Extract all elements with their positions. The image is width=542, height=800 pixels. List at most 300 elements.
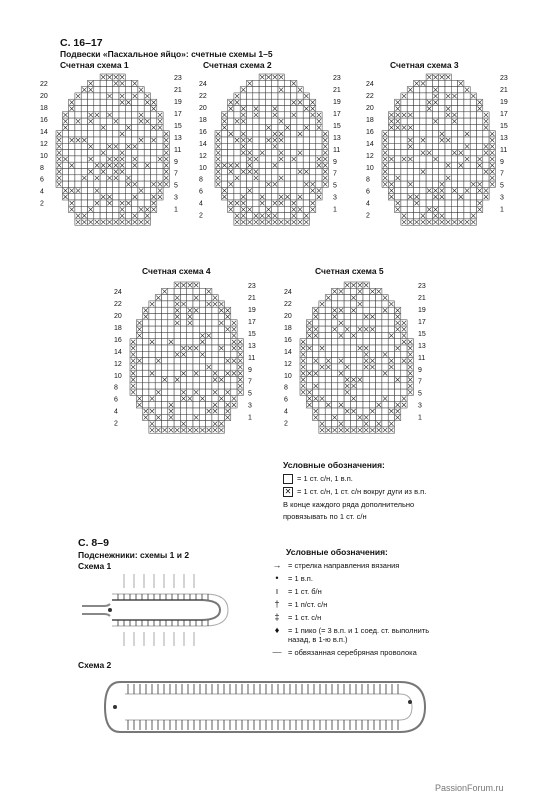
- grid-cell: [310, 143, 316, 149]
- grid-cell: [332, 358, 338, 364]
- grid-cell: [94, 106, 100, 112]
- grid-cell: [144, 112, 150, 118]
- grid-cell: [168, 395, 174, 401]
- grid-cell: [119, 106, 125, 112]
- grid-cell: [382, 414, 388, 420]
- grid-cell: [174, 345, 180, 351]
- grid-cell: [187, 421, 193, 427]
- grid-cell: [94, 169, 100, 175]
- grid-cell: [272, 80, 278, 86]
- grid-cell: [240, 181, 246, 187]
- grid-cell: [278, 169, 284, 175]
- grid-cell: [432, 137, 438, 143]
- grid-cell: [180, 314, 186, 320]
- grid-cell: [401, 187, 407, 193]
- grid-cell: [319, 414, 325, 420]
- grid-cell: [94, 213, 100, 219]
- hdc-icon: †: [274, 599, 280, 609]
- grid-cell: [162, 402, 168, 408]
- row-number-right: 11: [500, 146, 508, 154]
- grid-cell: [113, 93, 119, 99]
- grid-cell: [306, 339, 312, 345]
- grid-cell: [401, 150, 407, 156]
- grid-cell: [100, 213, 106, 219]
- grid-cell: [199, 358, 205, 364]
- grid-cell: [297, 200, 303, 206]
- grid-cell: [69, 118, 75, 124]
- grid-cell: [420, 194, 426, 200]
- grid-cell: [420, 206, 426, 212]
- row-number-left: 24: [199, 80, 207, 88]
- grid-cell: [265, 194, 271, 200]
- grid-cell: [458, 112, 464, 118]
- grid-cell: [228, 194, 234, 200]
- grid-cell: [325, 307, 331, 313]
- egg-chart-2: [195, 68, 345, 253]
- grid-cell: [132, 124, 138, 130]
- grid-cell: [94, 194, 100, 200]
- grid-cell: [483, 181, 489, 187]
- grid-cell: [259, 106, 265, 112]
- legend-2-item: ‡ = 1 ст. с/н: [270, 613, 445, 622]
- grid-cell: [259, 80, 265, 86]
- grid-cell: [253, 131, 259, 137]
- grid-cell: [199, 408, 205, 414]
- grid-cell: [132, 99, 138, 105]
- grid-cell: [458, 131, 464, 137]
- grid-cell: [420, 175, 426, 181]
- row-number-right: 17: [418, 318, 426, 326]
- grid-cell: [332, 301, 338, 307]
- grid-cell: [369, 295, 375, 301]
- grid-cell: [143, 370, 149, 376]
- grid-cell: [284, 200, 290, 206]
- grid-cell: [174, 389, 180, 395]
- grid-cell: [119, 187, 125, 193]
- grid-cell: [247, 200, 253, 206]
- grid-cell: [278, 112, 284, 118]
- grid-cell: [100, 137, 106, 143]
- grid-cell: [234, 150, 240, 156]
- grid-cell: [218, 358, 224, 364]
- row-number-left: 20: [40, 92, 48, 100]
- grid-cell: [313, 351, 319, 357]
- grid-cell: [199, 320, 205, 326]
- row-number-left: 8: [199, 176, 203, 184]
- grid-cell: [439, 156, 445, 162]
- grid-cell: [316, 131, 322, 137]
- grid-cell: [125, 169, 131, 175]
- grid-cell: [81, 112, 87, 118]
- grid-cell: [401, 345, 407, 351]
- grid-cell: [414, 162, 420, 168]
- grid-cell: [414, 181, 420, 187]
- grid-cell: [303, 162, 309, 168]
- grid-cell: [94, 137, 100, 143]
- grid-cell: [240, 175, 246, 181]
- grid-cell: [253, 118, 259, 124]
- grid-cell: [483, 137, 489, 143]
- row-number-left: 22: [114, 300, 122, 308]
- grid-cell: [363, 320, 369, 326]
- grid-cell: [297, 187, 303, 193]
- grid-cell: [426, 143, 432, 149]
- grid-cell: [206, 402, 212, 408]
- grid-cell: [477, 131, 483, 137]
- grid-cell: [143, 326, 149, 332]
- grid-cell: [284, 131, 290, 137]
- grid-cell: [332, 383, 338, 389]
- grid-cell: [193, 364, 199, 370]
- grid-cell: [225, 377, 231, 383]
- grid-cell: [187, 326, 193, 332]
- legend-2-item: → = стрелка направления вязания: [270, 561, 445, 570]
- row-number-left: 4: [199, 200, 203, 208]
- grid-cell: [136, 370, 142, 376]
- grid-cell: [218, 414, 224, 420]
- grid-cell: [75, 169, 81, 175]
- grid-cell: [470, 200, 476, 206]
- grid-cell: [426, 194, 432, 200]
- grid-cell: [284, 175, 290, 181]
- grid-cell: [369, 320, 375, 326]
- grid-cell: [221, 156, 227, 162]
- grid-cell: [420, 181, 426, 187]
- grid-cell: [206, 295, 212, 301]
- row-number-right: 21: [333, 86, 341, 94]
- grid-cell: [206, 320, 212, 326]
- sc-icon: ı: [275, 586, 279, 596]
- grid-cell: [253, 162, 259, 168]
- row-number-right: 3: [500, 194, 504, 202]
- grid-cell: [187, 414, 193, 420]
- grid-cell: [451, 137, 457, 143]
- grid-cell: [136, 377, 142, 383]
- grid-cell: [344, 351, 350, 357]
- grid-cell: [350, 320, 356, 326]
- legend-2: [270, 547, 445, 657]
- grid-cell: [180, 408, 186, 414]
- grid-cell: [420, 162, 426, 168]
- grid-cell: [272, 150, 278, 156]
- grid-cell: [144, 169, 150, 175]
- grid-cell: [313, 320, 319, 326]
- grid-cell: [395, 358, 401, 364]
- grid-cell: [284, 99, 290, 105]
- grid-cell: [376, 370, 382, 376]
- grid-cell: [199, 414, 205, 420]
- grid-cell: [278, 106, 284, 112]
- grid-cell: [265, 118, 271, 124]
- grid-cell: [445, 118, 451, 124]
- row-number-left: 4: [284, 408, 288, 416]
- grid-cell: [174, 326, 180, 332]
- grid-cell: [316, 181, 322, 187]
- grid-cell: [395, 370, 401, 376]
- grid-cell: [458, 213, 464, 219]
- grid-cell: [218, 408, 224, 414]
- grid-cell: [199, 326, 205, 332]
- grid-cell: [363, 288, 369, 294]
- grid-cell: [132, 112, 138, 118]
- grid-cell: [149, 332, 155, 338]
- grid-cell: [136, 339, 142, 345]
- grid-cell: [395, 389, 401, 395]
- grid-cell: [451, 87, 457, 93]
- grid-cell: [414, 169, 420, 175]
- grid-cell: [414, 93, 420, 99]
- grid-cell: [212, 314, 218, 320]
- grid-cell: [100, 187, 106, 193]
- grid-cell: [303, 194, 309, 200]
- grid-cell: [303, 137, 309, 143]
- grid-cell: [426, 213, 432, 219]
- grid-cell: [451, 143, 457, 149]
- grid-cell: [247, 87, 253, 93]
- grid-cell: [369, 414, 375, 420]
- legend-1-title: Условные обозначения:: [283, 460, 385, 470]
- row-number-left: 10: [114, 372, 122, 380]
- grid-cell: [221, 169, 227, 175]
- grid-cell: [388, 175, 394, 181]
- grid-cell: [69, 156, 75, 162]
- grid-cell: [143, 364, 149, 370]
- grid-cell: [69, 131, 75, 137]
- grid-cell: [414, 206, 420, 212]
- grid-cell: [278, 213, 284, 219]
- grid-cell: [132, 106, 138, 112]
- grid-cell: [113, 181, 119, 187]
- picot-icon: ♦: [274, 625, 280, 635]
- grid-cell: [325, 414, 331, 420]
- grid-cell: [401, 162, 407, 168]
- grid-cell: [432, 150, 438, 156]
- grid-cell: [310, 194, 316, 200]
- grid-cell: [363, 307, 369, 313]
- grid-cell: [231, 383, 237, 389]
- grid-cell: [344, 307, 350, 313]
- grid-cell: [426, 80, 432, 86]
- grid-cell: [338, 345, 344, 351]
- grid-cell: [259, 175, 265, 181]
- grid-cell: [259, 181, 265, 187]
- row-number-right: 9: [333, 158, 337, 166]
- grid-cell: [388, 395, 394, 401]
- legend-2-item: † = 1 п/ст. с/н: [270, 600, 445, 609]
- grid-cell: [272, 87, 278, 93]
- row-number-right: 11: [333, 146, 341, 154]
- chain-dot-icon: •: [275, 573, 279, 583]
- grid-cell: [69, 124, 75, 130]
- grid-cell: [338, 351, 344, 357]
- grid-cell: [143, 389, 149, 395]
- row-number-left: 22: [366, 92, 374, 100]
- grid-cell: [212, 326, 218, 332]
- grid-cell: [426, 93, 432, 99]
- grid-cell: [138, 106, 144, 112]
- grid-cell: [218, 389, 224, 395]
- grid-cell: [445, 150, 451, 156]
- grid-cell: [187, 408, 193, 414]
- grid-cell: [350, 414, 356, 420]
- grid-cell: [136, 383, 142, 389]
- grid-cell: [401, 106, 407, 112]
- grid-cell: [464, 124, 470, 130]
- grid-cell: [284, 87, 290, 93]
- grid-cell: [100, 118, 106, 124]
- grid-cell: [88, 181, 94, 187]
- grid-cell: [113, 124, 119, 130]
- grid-cell: [221, 131, 227, 137]
- grid-cell: [350, 389, 356, 395]
- row-number-left: 10: [284, 372, 292, 380]
- grid-cell: [138, 156, 144, 162]
- grid-cell: [180, 332, 186, 338]
- grid-cell: [414, 175, 420, 181]
- grid-cell: [168, 301, 174, 307]
- grid-cell: [218, 402, 224, 408]
- grid-cell: [132, 206, 138, 212]
- grid-cell: [162, 364, 168, 370]
- grid-cell: [297, 118, 303, 124]
- grid-cell: [69, 175, 75, 181]
- grid-cell: [284, 118, 290, 124]
- grid-cell: [278, 206, 284, 212]
- grid-cell: [113, 87, 119, 93]
- grid-cell: [357, 314, 363, 320]
- row-number-right: 13: [248, 342, 256, 350]
- grid-cell: [100, 206, 106, 212]
- grid-cell: [155, 421, 161, 427]
- grid-cell: [445, 99, 451, 105]
- grid-cell: [477, 112, 483, 118]
- grid-cell: [310, 124, 316, 130]
- grid-cell: [149, 326, 155, 332]
- grid-cell: [221, 175, 227, 181]
- grid-cell: [100, 200, 106, 206]
- grid-cell: [407, 150, 413, 156]
- grid-cell: [143, 351, 149, 357]
- grid-cell: [106, 80, 112, 86]
- grid-cell: [125, 187, 131, 193]
- grid-cell: [193, 358, 199, 364]
- grid-cell: [344, 301, 350, 307]
- grid-cell: [144, 175, 150, 181]
- grid-cell: [401, 131, 407, 137]
- grid-cell: [138, 213, 144, 219]
- grid-cell: [162, 301, 168, 307]
- row-number-left: 24: [366, 80, 374, 88]
- row-number-left: 12: [40, 140, 48, 148]
- grid-cell: [149, 389, 155, 395]
- grid-cell: [420, 93, 426, 99]
- row-number-right: 7: [248, 378, 252, 386]
- row-number-left: 14: [284, 348, 292, 356]
- grid-cell: [81, 181, 87, 187]
- grid-cell: [344, 320, 350, 326]
- row-number-right: 23: [248, 282, 256, 290]
- grid-cell: [306, 351, 312, 357]
- grid-cell: [458, 156, 464, 162]
- grid-cell: [350, 402, 356, 408]
- grid-cell: [149, 307, 155, 313]
- grid-cell: [149, 383, 155, 389]
- grid-cell: [138, 175, 144, 181]
- grid-cell: [136, 351, 142, 357]
- grid-cell: [94, 143, 100, 149]
- grid-cell: [344, 314, 350, 320]
- grid-cell: [272, 175, 278, 181]
- grid-cell: [313, 364, 319, 370]
- empty-cell-icon: [283, 474, 293, 484]
- grid-cell: [193, 288, 199, 294]
- row-number-left: 16: [40, 116, 48, 124]
- grid-cell: [445, 87, 451, 93]
- grid-cell: [350, 326, 356, 332]
- legend-2-title: Условные обозначения:: [286, 547, 388, 557]
- grid-cell: [228, 156, 234, 162]
- grid-cell: [414, 99, 420, 105]
- grid-cell: [174, 339, 180, 345]
- grid-cell: [265, 150, 271, 156]
- row-number-right: 1: [333, 206, 337, 214]
- grid-cell: [206, 345, 212, 351]
- grid-cell: [451, 213, 457, 219]
- grid-cell: [451, 106, 457, 112]
- grid-cell: [62, 162, 68, 168]
- grid-cell: [401, 351, 407, 357]
- grid-cell: [69, 181, 75, 187]
- row-number-left: 14: [40, 128, 48, 136]
- grid-cell: [470, 124, 476, 130]
- grid-cell: [407, 106, 413, 112]
- grid-cell: [357, 295, 363, 301]
- grid-cell: [143, 332, 149, 338]
- grid-cell: [81, 150, 87, 156]
- grid-cell: [138, 124, 144, 130]
- grid-cell: [357, 320, 363, 326]
- grid-cell: [458, 169, 464, 175]
- grid-cell: [94, 80, 100, 86]
- grid-cell: [363, 408, 369, 414]
- grid-cell: [303, 150, 309, 156]
- grid-cell: [369, 301, 375, 307]
- grid-cell: [306, 383, 312, 389]
- grid-cell: [332, 332, 338, 338]
- grid-cell: [407, 200, 413, 206]
- grid-cell: [234, 181, 240, 187]
- grid-cell: [218, 314, 224, 320]
- row-number-right: 3: [248, 402, 252, 410]
- grid-cell: [319, 326, 325, 332]
- scheme2-diagram: [100, 672, 430, 747]
- grid-cell: [199, 307, 205, 313]
- grid-cell: [363, 389, 369, 395]
- chart5-label: Счетная схема 5: [315, 266, 384, 276]
- row-number-left: 16: [284, 336, 292, 344]
- grid-cell: [259, 118, 265, 124]
- grid-cell: [75, 175, 81, 181]
- grid-cell: [265, 112, 271, 118]
- grid-cell: [303, 112, 309, 118]
- grid-cell: [119, 118, 125, 124]
- grid-cell: [199, 383, 205, 389]
- grid-cell: [225, 364, 231, 370]
- grid-cell: [81, 187, 87, 193]
- row-number-right: 15: [174, 122, 182, 130]
- row-number-right: 19: [174, 98, 182, 106]
- row-number-right: 3: [333, 194, 337, 202]
